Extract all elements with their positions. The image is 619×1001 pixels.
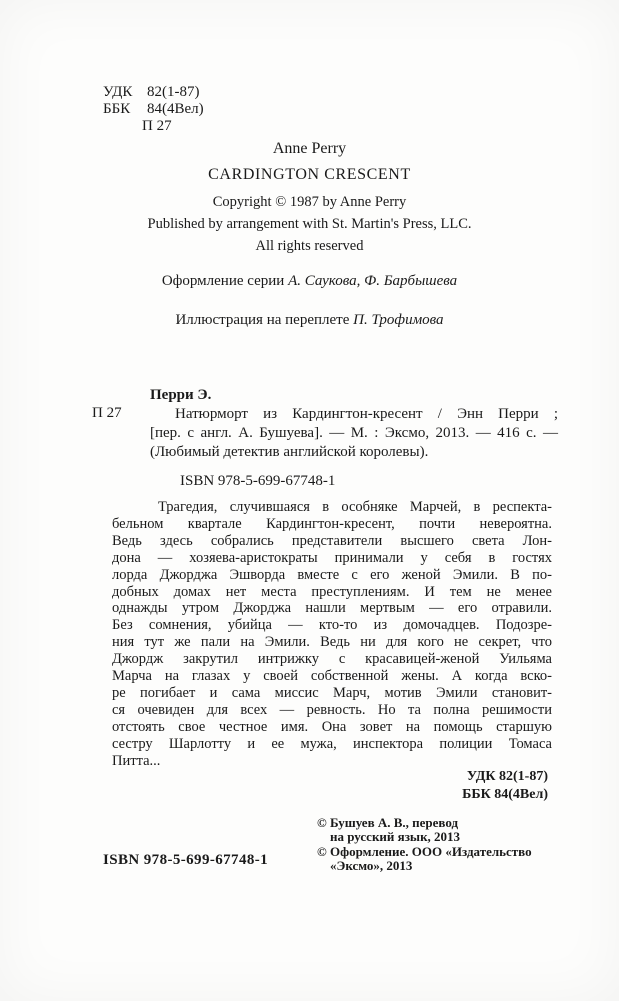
catalog-entry-line: Натюрморт из Кардингтон-кресент / Энн Перри ; bbox=[175, 406, 558, 422]
catalog-isbn: ISBN 978-5-699-67748-1 bbox=[180, 473, 336, 489]
annotation-line: дона — хозяева-аристократы принимали у себя в гостях bbox=[112, 549, 552, 566]
udc-label: УДК bbox=[103, 84, 133, 100]
bbk-row bbox=[103, 101, 204, 118]
copyright-entry-line1: © Оформление. ООО «Издательство bbox=[317, 843, 532, 859]
catalog-entry bbox=[150, 405, 558, 461]
copyright-entry-line2: «Эксмо», 2013 bbox=[330, 858, 413, 874]
original-author: Anne Perry bbox=[272, 140, 347, 157]
annotation-line: ре погибает и сама миссис Марч, мотив Эмили становит- bbox=[112, 684, 552, 701]
udc-classification-block bbox=[103, 84, 204, 135]
publishing-arrangement: Published by arrangement with St. Martin's Press, LLC. bbox=[147, 216, 472, 232]
annotation-line: Трагедия, случившаяся в особняке Марчей, в респекта- bbox=[158, 499, 552, 515]
original-title: CARDINGTON CRESCENT bbox=[208, 166, 411, 183]
illustrator-name: П. Трофимова bbox=[353, 312, 444, 328]
footer-udc-bbk bbox=[462, 768, 548, 803]
illustration-credit-label: Иллюстрация на переплете bbox=[175, 312, 354, 328]
udc-row bbox=[103, 84, 204, 101]
footer-copyrights bbox=[317, 816, 562, 874]
annotation-line: добных домах нет места преступлениям. И тем не менее bbox=[112, 583, 552, 600]
designer-names: А. Саукова, Ф. Барбышева bbox=[288, 273, 458, 289]
annotation-line: однажды утром Джорджа нашли мертвым — его отравили. bbox=[112, 600, 552, 617]
footer-isbn: ISBN 978-5-699-67748-1 bbox=[103, 852, 269, 868]
copyright-entry-line1: © Бушуев А. В., перевод bbox=[317, 815, 459, 830]
copyright-notice: Copyright © 1987 by Anne Perry bbox=[212, 194, 407, 210]
annotation-line: лорда Джорджа Эшворда вместе с его женой Эмили. В по- bbox=[112, 566, 552, 583]
footer-udc: УДК 82(1-87) bbox=[466, 769, 548, 784]
annotation-line: бельном квартале Кардингтон-кресент, почти невероятна. bbox=[112, 515, 552, 532]
annotation-line: Питта... bbox=[112, 752, 161, 769]
cover-illustration-credit bbox=[0, 312, 619, 329]
annotation-line: ния тут же пали на Эмили. Ведь ни для кого не секрет, что bbox=[112, 634, 552, 651]
author-sign: П 27 bbox=[142, 118, 172, 134]
annotation-line: Марча на глазах у своей собственной жены. А когда вско- bbox=[112, 668, 552, 685]
rights-reserved: All rights reserved bbox=[255, 238, 364, 254]
annotation-line: Ведь здесь собрались представители высшего света Лон- bbox=[112, 532, 552, 549]
design-credit-label: Оформление серии bbox=[161, 273, 289, 289]
series-design-credit bbox=[0, 273, 619, 290]
udc-value: 82(1-87) bbox=[147, 84, 200, 100]
catalog-entry-line: (Любимый детектив английской королевы). bbox=[150, 443, 429, 460]
annotation-line: ся очевиден для всех — ревность. Но та полна решимости bbox=[112, 701, 552, 718]
catalog-author-sign: П 27 bbox=[92, 405, 122, 421]
annotation-line: Без сомнения, убийца — кто-то из домочадцев. Подозре- bbox=[112, 617, 552, 634]
annotation bbox=[112, 499, 552, 770]
bbk-value: 84(4Вел) bbox=[147, 101, 204, 117]
footer-bbk: ББК 84(4Вел) bbox=[462, 786, 548, 802]
copyright-entry bbox=[317, 816, 562, 845]
bbk-label: ББК bbox=[103, 101, 131, 117]
copyright-entry bbox=[317, 845, 562, 874]
catalog-entry-line: [пер. с англ. А. Бушуева]. — М. : Эксмо, 2013. — 416 с. — bbox=[150, 424, 558, 441]
catalog-entry-author: Перри Э. bbox=[150, 387, 212, 403]
annotation-line: сестру Шарлотту и ее мужа, инспектора полиции Томаса bbox=[112, 735, 552, 752]
annotation-line: Джордж закрутил интрижку с красавицей-женой Уильяма bbox=[112, 651, 552, 668]
annotation-line: отстоять свое честное имя. Она зовет на помощь старшую bbox=[112, 718, 552, 735]
copyright-entry-line2: на русский язык, 2013 bbox=[330, 829, 461, 845]
